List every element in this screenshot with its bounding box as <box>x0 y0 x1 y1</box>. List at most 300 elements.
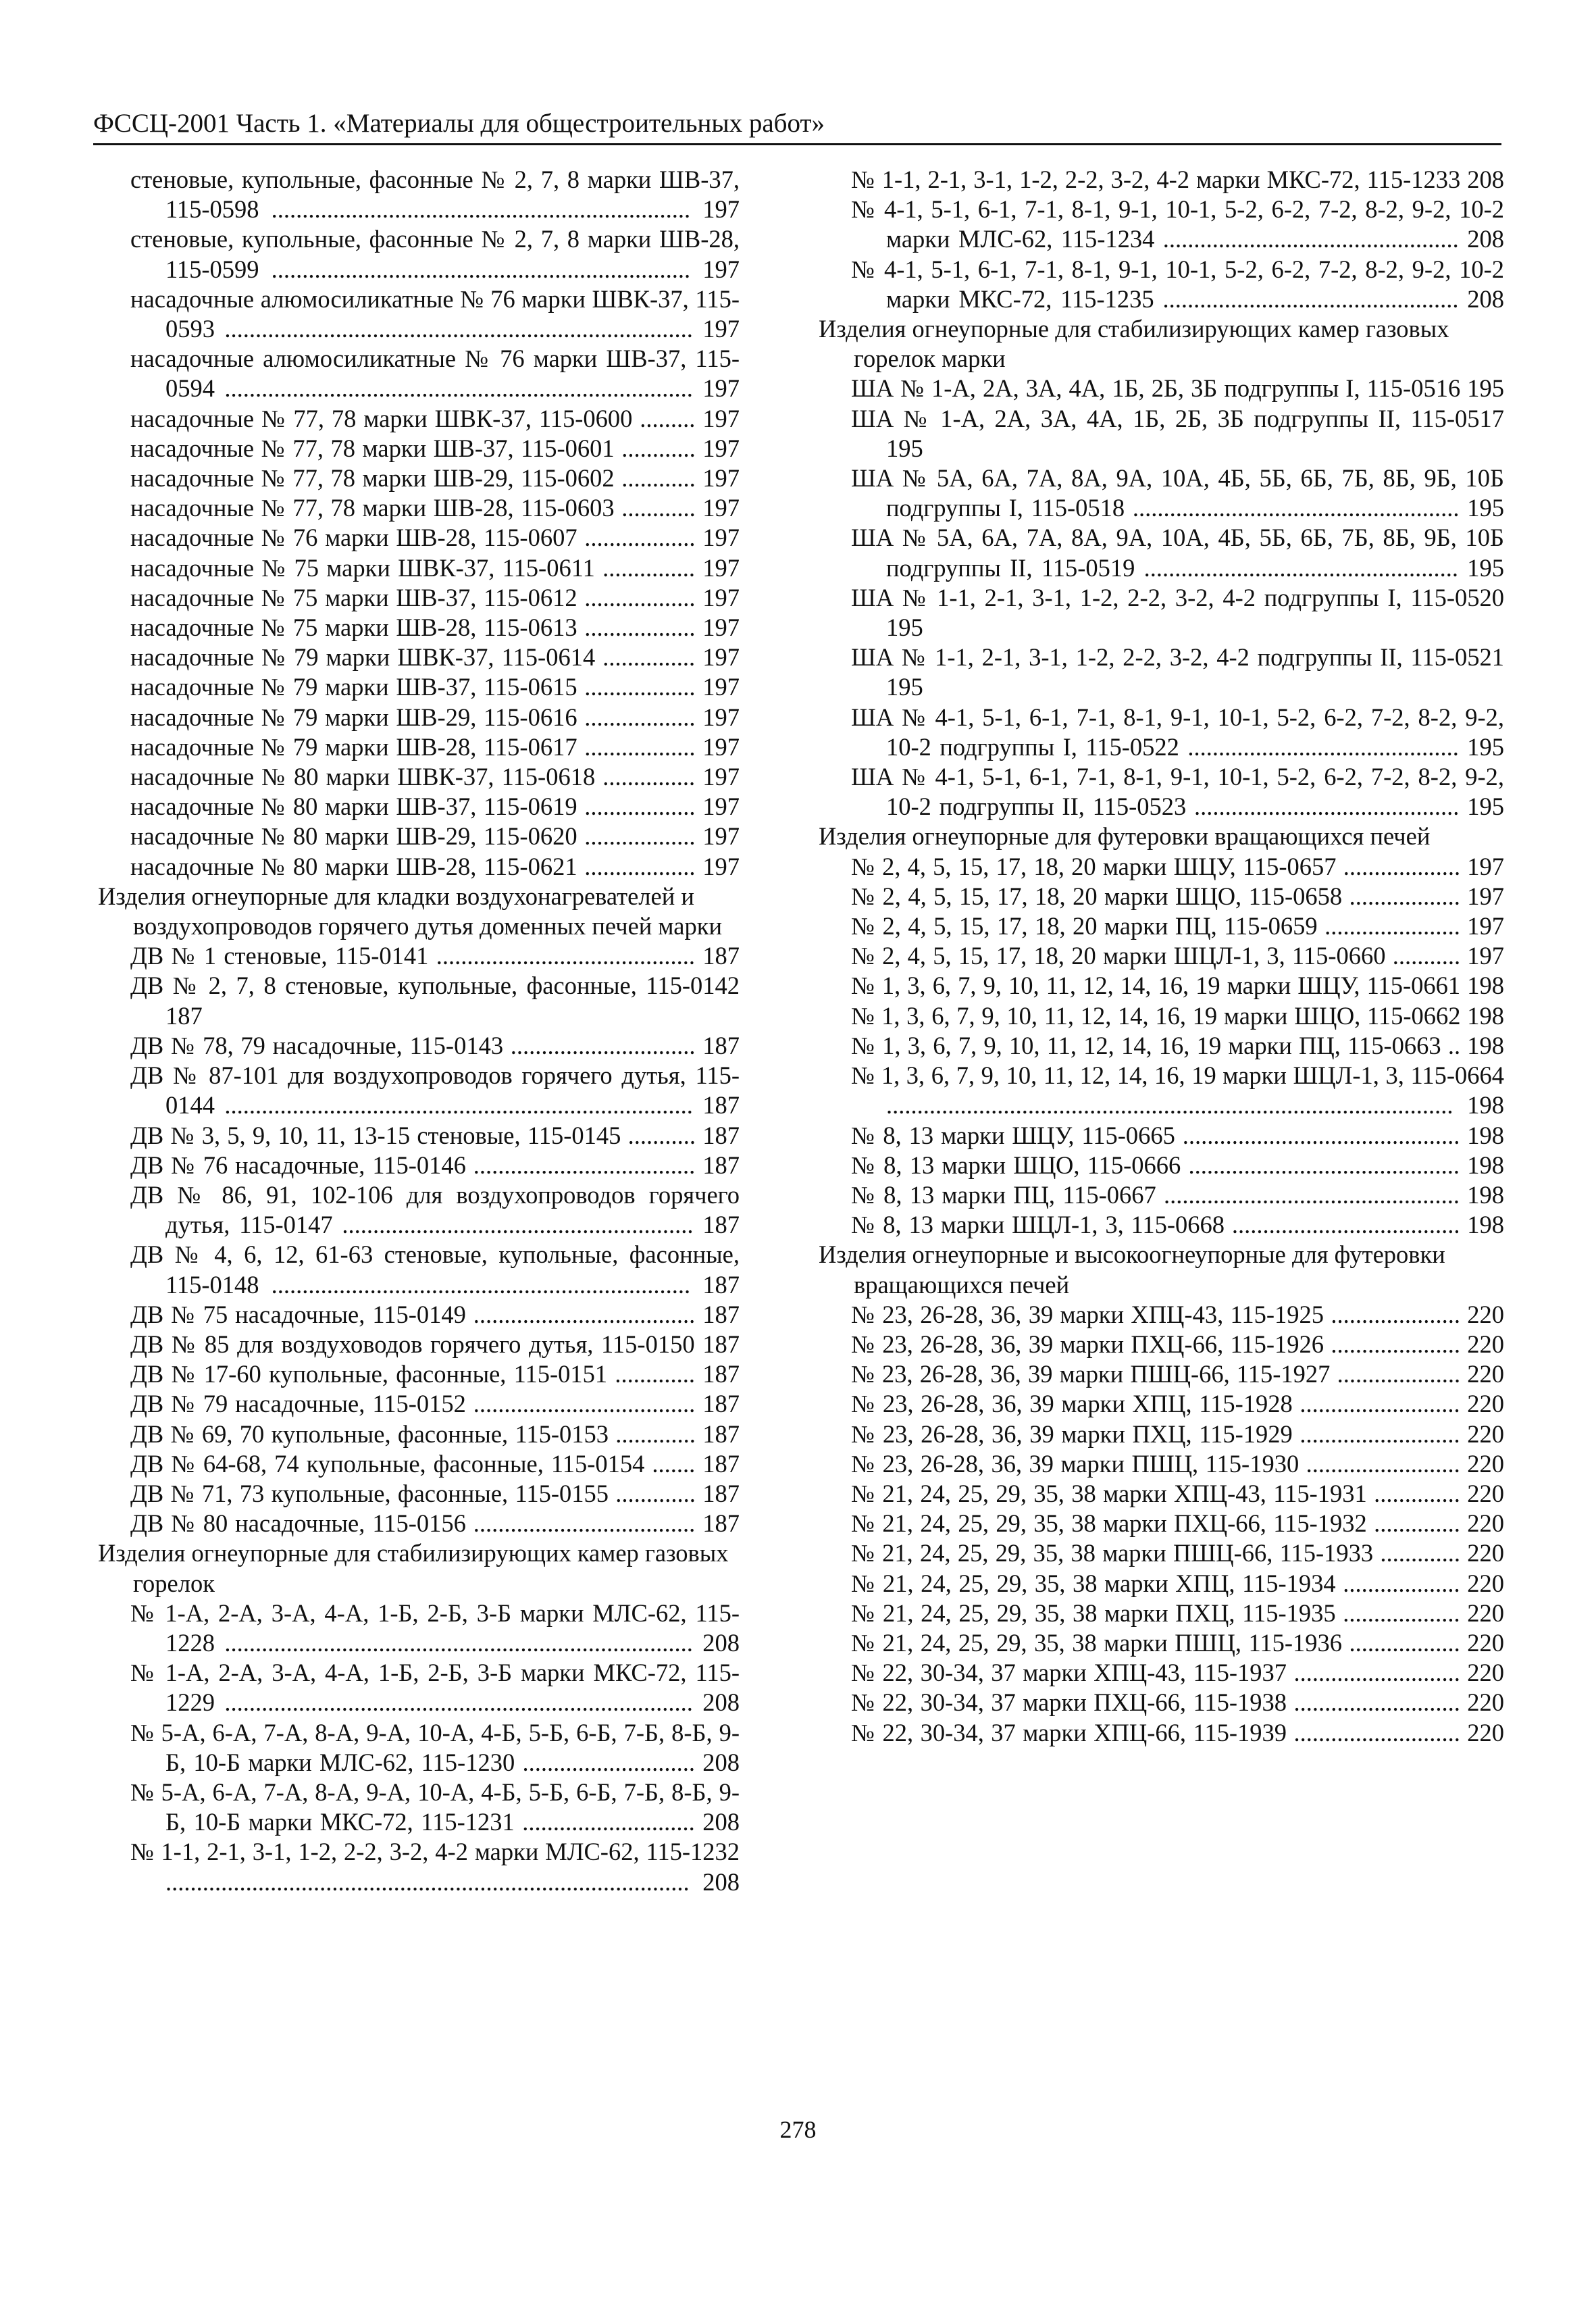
dot-leader: .................................................................... <box>259 195 703 224</box>
page-ref: 195 <box>886 434 923 462</box>
page-ref: 187 <box>702 1449 740 1478</box>
index-entry <box>819 1688 1504 1717</box>
entry-text: ША № 4-1, 5-1, 6-1, 7-1, 8-1, 9-1, 10-1, 5-2, 6-2, 7-2, 8-2, 9-2, 10-2 подгруппы I, 115-0522 <box>851 703 1504 761</box>
page-ref: 208 <box>702 1808 740 1836</box>
page-ref: 187 <box>702 1091 740 1120</box>
page-ref: 197 <box>702 524 740 552</box>
dot-leader: ............... <box>595 643 703 672</box>
index-entry <box>819 463 1504 523</box>
dot-leader: ..................................... <box>1225 1211 1468 1239</box>
entry-text: № 2, 4, 5, 15, 17, 18, 20 марки ПЦ, 115-0659 <box>851 912 1318 940</box>
dot-leader: ............................................................................ <box>215 374 703 403</box>
entry-text: насадочные № 80 марки ШВ-29, 115-0620 <box>130 822 577 851</box>
index-column-right <box>819 165 1504 1748</box>
entry-text: ДВ № 85 для воздуховодов горячего дутья, 115-0150 <box>130 1330 695 1358</box>
entry-text: ША № 1-1, 2-1, 3-1, 1-2, 2-2, 3-2, 4-2 подгруппы II, 115-0521 <box>851 643 1504 672</box>
entry-text: ДВ № 17-60 купольные, фасонные, 115-0151 <box>130 1360 608 1388</box>
index-entry <box>819 1210 1504 1240</box>
page-ref: 197 <box>702 374 740 403</box>
entry-text: насадочные № 80 марки ШВК-37, 115-0618 <box>130 763 596 791</box>
entry-text: ДВ № 71, 73 купольные, фасонные, 115-0155 <box>130 1479 609 1507</box>
page-ref: 197 <box>1467 852 1505 880</box>
entry-text: ША № 1-А, 2А, 3А, 4А, 1Б, 2Б, 3Б подгруппы II, 115-0517 <box>851 404 1504 432</box>
index-entry <box>819 1628 1504 1658</box>
page-ref: 197 <box>1467 912 1504 940</box>
dot-leader: ............... <box>595 763 703 791</box>
dot-leader: ............ <box>614 494 703 522</box>
page-ref: 187 <box>702 942 740 970</box>
index-entry <box>819 643 1504 702</box>
dot-leader: .................. <box>1342 882 1468 910</box>
entry-text: № 2, 4, 5, 15, 17, 18, 20 марки ШЦЛ-1, 3, 115-0660 <box>851 942 1386 970</box>
index-entry <box>819 1449 1504 1479</box>
page-ref: 195 <box>1467 793 1504 821</box>
index-entry <box>98 941 740 971</box>
index-entry <box>98 1419 740 1449</box>
dot-leader: ........................................... <box>1186 793 1468 821</box>
page-ref: 220 <box>1467 1330 1505 1358</box>
entry-text: № 1-1, 2-1, 3-1, 1-2, 2-2, 3-2, 4-2 марки МКС-72, 115-1233 <box>851 166 1461 193</box>
heading-text: Изделия огнеупорные для футеровки вращающихся печей <box>819 822 1431 851</box>
index-entry <box>98 1031 740 1061</box>
index-entry <box>98 1389 740 1419</box>
dot-leader <box>1460 374 1467 402</box>
page-ref: 197 <box>1467 942 1505 970</box>
page-ref: 208 <box>702 1867 740 1896</box>
page-ref: 187 <box>702 1211 740 1239</box>
index-entry <box>98 583 740 613</box>
index-entry <box>98 672 740 702</box>
entry-text: № 23, 26-28, 36, 39 марки ХПЦ, 115-1928 <box>851 1390 1293 1418</box>
entry-text: насадочные № 79 марки ШВ-29, 115-0616 <box>130 703 577 731</box>
dot-leader: .................................... <box>465 1300 703 1328</box>
index-heading <box>98 882 740 941</box>
dot-leader: ............. <box>607 1360 703 1388</box>
index-entry <box>819 1718 1504 1748</box>
entry-text: насадочные № 75 марки ШВ-28, 115-0613 <box>130 613 577 642</box>
index-entry <box>819 1001 1504 1031</box>
header-rule <box>93 143 1501 145</box>
index-entry <box>819 1121 1504 1151</box>
entry-text: ША № 1-А, 2А, 3А, 4А, 1Б, 2Б, 3Б подгруппы I, 115-0516 <box>851 374 1461 403</box>
index-entry <box>98 284 740 344</box>
page-ref: 198 <box>1467 1211 1505 1239</box>
index-entry <box>819 941 1504 971</box>
page-ref: 195 <box>886 613 923 642</box>
index-entry <box>819 1658 1504 1688</box>
dot-leader: ............................................ <box>1181 1151 1468 1179</box>
entry-text: № 1, 3, 6, 7, 9, 10, 11, 12, 14, 16, 19 марки ШЦО, 115-0662 <box>851 1001 1461 1030</box>
index-entry <box>98 1300 740 1330</box>
index-entry <box>98 1121 740 1151</box>
index-entry <box>98 463 740 493</box>
dot-leader: ............................ <box>515 1748 703 1776</box>
index-entry <box>98 1359 740 1389</box>
dot-leader: .................. <box>577 673 703 701</box>
index-entry <box>98 224 740 284</box>
dot-leader: ........................... <box>1287 1718 1468 1746</box>
entry-text: № 8, 13 марки ШЦУ, 115-0665 <box>851 1121 1175 1149</box>
index-heading <box>98 1538 740 1598</box>
heading-text: Изделия огнеупорные для стабилизирующих камер газовых горелок <box>98 1539 729 1597</box>
dot-leader: ................... <box>1336 852 1468 880</box>
index-entry <box>819 703 1504 762</box>
page-ref: 197 <box>1467 882 1505 910</box>
index-entry <box>819 1031 1504 1061</box>
index-entry <box>98 1599 740 1658</box>
index-entry <box>98 1658 740 1717</box>
entry-text: № 23, 26-28, 36, 39 марки ХПЦ-43, 115-1925 <box>851 1300 1324 1328</box>
page-ref: 220 <box>1467 1419 1504 1448</box>
page-ref: 198 <box>1467 1180 1504 1209</box>
page-ref: 198 <box>1467 1151 1504 1179</box>
entry-text: № 21, 24, 25, 29, 35, 38 марки ХПЦ, 115-1934 <box>851 1569 1336 1597</box>
dot-leader: .................................... <box>465 1151 703 1179</box>
index-entry <box>98 703 740 732</box>
index-entry <box>98 404 740 434</box>
dot-leader: ..................................................... <box>1125 494 1468 522</box>
page-ref: 197 <box>702 464 740 493</box>
page-ref: 198 <box>1467 1121 1504 1149</box>
index-entry <box>98 1151 740 1180</box>
index-entry <box>819 255 1504 314</box>
entry-text: № 21, 24, 25, 29, 35, 38 марки ПШЦ-66, 115-1933 <box>851 1539 1374 1567</box>
page-ref: 197 <box>702 404 740 432</box>
entry-text: ДВ № 1 стеновые, 115-0141 <box>130 942 429 970</box>
entry-text: ША № 4-1, 5-1, 6-1, 7-1, 8-1, 9-1, 10-1, 5-2, 6-2, 7-2, 8-2, 9-2, 10-2 подгруппы II, 115-0523 <box>851 763 1504 821</box>
entry-text: насадочные № 77, 78 марки ШВК-37, 115-0600 <box>130 404 633 432</box>
page-ref: 195 <box>1467 732 1505 761</box>
index-entry <box>98 613 740 643</box>
entry-text: № 5-А, 6-А, 7-А, 8-А, 9-А, 10-А, 4-Б, 5-Б, 6-Б, 7-Б, 8-Б, 9-Б, 10-Б марки МЛС-62, 115-1230 <box>130 1718 740 1776</box>
dot-leader: ................................................... <box>1135 553 1468 582</box>
index-heading <box>819 314 1504 374</box>
index-entry <box>819 971 1504 1001</box>
page-ref: 197 <box>702 643 740 672</box>
dot-leader: .................. <box>577 613 703 642</box>
index-entry <box>819 1389 1504 1419</box>
entry-text: ДВ № 64-68, 74 купольные, фасонные, 115-0154 <box>130 1449 645 1478</box>
entry-text: № 1, 3, 6, 7, 9, 10, 11, 12, 14, 16, 19 марки ПЦ, 115-0663 <box>851 1031 1441 1059</box>
running-header: ФССЦ-2001 Часть 1. «Материалы для общестроительных работ» <box>93 109 825 138</box>
dot-leader: .................. <box>577 852 703 880</box>
dot-leader: .................. <box>577 822 703 851</box>
dot-leader: .................................... <box>465 1509 703 1538</box>
dot-leader: .............................. <box>503 1031 703 1059</box>
page-ref: 187 <box>702 1509 740 1538</box>
index-entry <box>819 1151 1504 1180</box>
index-entry <box>98 523 740 553</box>
dot-leader: .. <box>1441 1031 1468 1059</box>
dot-leader: ............................................................................ <box>215 1628 703 1657</box>
entry-text: стеновые, купольные, фасонные № 2, 7, 8 марки ШВ-28, 115-0599 <box>130 225 740 283</box>
entry-text: насадочные № 77, 78 марки ШВ-37, 115-0601 <box>130 434 615 462</box>
dot-leader: ......................................................... <box>332 1211 703 1239</box>
index-entry <box>98 1449 740 1479</box>
page-ref: 197 <box>702 732 740 761</box>
index-entry <box>819 1538 1504 1568</box>
dot-leader: ............................................ <box>1179 732 1468 761</box>
page-ref: 220 <box>1467 1628 1504 1657</box>
entry-text: № 21, 24, 25, 29, 35, 38 марки ПШЦ, 115-1936 <box>851 1628 1343 1657</box>
dot-leader: .................................... <box>465 1390 703 1418</box>
entry-text: № 21, 24, 25, 29, 35, 38 марки ПХЦ-66, 115-1932 <box>851 1509 1367 1538</box>
page-ref: 187 <box>702 1270 740 1299</box>
entry-text: № 1, 3, 6, 7, 9, 10, 11, 12, 14, 16, 19 марки ШЦУ, 115-0661 <box>851 972 1461 1000</box>
index-entry <box>98 553 740 583</box>
entry-text: ДВ № 4, 6, 12, 61-63 стеновые, купольные, фасонные, 115-0148 <box>130 1240 740 1299</box>
dot-leader <box>1461 1002 1468 1030</box>
dot-leader: .................... <box>1330 1360 1468 1388</box>
page-ref: 220 <box>1467 1300 1505 1328</box>
page-ref: 197 <box>702 494 740 522</box>
page-ref: 220 <box>1467 1479 1504 1507</box>
entry-text: насадочные № 80 марки ШВ-37, 115-0619 <box>130 793 577 821</box>
page-ref: 208 <box>1467 284 1504 313</box>
page-ref: 198 <box>1467 1001 1504 1030</box>
index-entry <box>98 1330 740 1359</box>
dot-leader: ......................... <box>1299 1449 1468 1478</box>
dot-leader: .............. <box>1366 1479 1468 1507</box>
page-ref: 198 <box>1467 1031 1504 1059</box>
index-entry <box>98 732 740 762</box>
index-entry <box>98 1837 740 1896</box>
page-ref: 187 <box>702 1031 740 1059</box>
index-entry <box>98 762 740 792</box>
index-entry <box>819 404 1504 463</box>
index-entry <box>98 971 740 1030</box>
entry-text: стеновые, купольные, фасонные № 2, 7, 8 марки ШВ-37, 115-0598 <box>130 166 740 224</box>
entry-text: насадочные № 79 марки ШВ-28, 115-0617 <box>130 732 577 761</box>
page-ref: 197 <box>702 195 740 224</box>
page-ref: 220 <box>1467 1390 1504 1418</box>
dot-leader: ................................................ <box>1156 1180 1468 1209</box>
index-entry <box>819 1359 1504 1389</box>
page-ref: 208 <box>702 1628 740 1657</box>
dot-leader: ............. <box>609 1419 703 1448</box>
dot-leader: .................. <box>577 524 703 552</box>
index-entry <box>98 822 740 851</box>
dot-leader: ............. <box>1373 1539 1468 1567</box>
entry-text: ДВ № 86, 91, 102-106 для воздухопроводов горячего дутья, 115-0147 <box>130 1180 740 1239</box>
page-number: 278 <box>779 2116 817 2143</box>
entry-text: ДВ № 76 насадочные, 115-0146 <box>130 1151 466 1179</box>
page-ref: 197 <box>702 434 740 462</box>
entry-text: № 8, 13 марки ШЦЛ-1, 3, 115-0668 <box>851 1211 1225 1239</box>
dot-leader: ....... <box>644 1449 703 1478</box>
index-entry <box>819 165 1504 195</box>
page-ref: 220 <box>1467 1360 1505 1388</box>
entry-text: № 21, 24, 25, 29, 35, 38 марки ХПЦ-43, 115-1931 <box>851 1479 1367 1507</box>
page-ref: 197 <box>702 852 740 880</box>
heading-text: Изделия огнеупорные для кладки воздухонагревателей и воздухопроводов горячего дутья доменных печей марки <box>98 882 722 940</box>
page-ref: 220 <box>1467 1569 1504 1597</box>
page-ref: 197 <box>702 315 740 343</box>
entry-text: насадочные № 80 марки ШВ-28, 115-0621 <box>130 852 577 880</box>
dot-leader: .......................... <box>1292 1390 1468 1418</box>
page-ref: 220 <box>1467 1718 1504 1746</box>
entry-text: № 22, 30-34, 37 марки ХПЦ-66, 115-1939 <box>851 1718 1287 1746</box>
index-entry <box>819 762 1504 822</box>
heading-text: Изделия огнеупорные для стабилизирующих камер газовых горелок марки <box>819 315 1449 373</box>
entry-text: № 1-1, 2-1, 3-1, 1-2, 2-2, 3-2, 4-2 марки МЛС-62, 115-1232 <box>130 1838 740 1866</box>
entry-text: ША № 5А, 6А, 7А, 8А, 9А, 10А, 4Б, 5Б, 6Б, 7Б, 8Б, 9Б, 10Б подгруппы II, 115-0519 <box>851 524 1504 582</box>
page-ref: 187 <box>702 1360 740 1388</box>
page-ref: 198 <box>1467 1091 1504 1120</box>
entry-text: насадочные № 76 марки ШВ-28, 115-0607 <box>130 524 577 552</box>
entry-text: № 1, 3, 6, 7, 9, 10, 11, 12, 14, 16, 19 марки ШЦЛ-1, 3, 115-0664 <box>851 1061 1504 1090</box>
index-entry <box>98 1240 740 1299</box>
index-entry <box>98 434 740 463</box>
dot-leader: .................. <box>577 703 703 731</box>
dot-leader: ............................................................................ <box>215 315 703 343</box>
index-entry <box>98 493 740 523</box>
entry-text: № 2, 4, 5, 15, 17, 18, 20 марки ШЦУ, 115-0657 <box>851 852 1337 880</box>
entry-text: ДВ № 3, 5, 9, 10, 11, 13-15 стеновые, 115-0145 <box>130 1121 621 1149</box>
entry-text: насадочные № 77, 78 марки ШВ-28, 115-0603 <box>130 494 615 522</box>
entry-text: ДВ № 78, 79 насадочные, 115-0143 <box>130 1031 504 1059</box>
dot-leader: ..................................................................................... <box>165 1867 703 1896</box>
dot-leader: ............................................................................................ <box>886 1091 1468 1120</box>
entry-text: ДВ № 79 насадочные, 115-0152 <box>130 1390 466 1418</box>
page-ref: 187 <box>702 1479 740 1507</box>
page-ref: 208 <box>1467 166 1505 193</box>
index-entry <box>98 344 740 403</box>
entry-text: ДВ № 2, 7, 8 стеновые, купольные, фасонные, 115-0142 <box>130 972 740 1000</box>
index-entry <box>819 374 1504 403</box>
index-entry <box>819 583 1504 643</box>
dot-leader: ............... <box>594 553 703 582</box>
dot-leader: .................. <box>577 583 703 611</box>
dot-leader: ................... <box>1335 1569 1468 1597</box>
index-entry <box>98 852 740 882</box>
dot-leader: ........... <box>621 1121 703 1149</box>
dot-leader: ........................... <box>1287 1659 1468 1687</box>
index-entry <box>98 1061 740 1120</box>
entry-text: насадочные алюмосиликатные № 76 марки ШВК-37, 115-0593 <box>130 284 740 343</box>
page-ref: 220 <box>1467 1449 1504 1478</box>
entry-text: № 23, 26-28, 36, 39 марки ПШЦ-66, 115-1927 <box>851 1360 1331 1388</box>
page-ref: 220 <box>1467 1659 1504 1687</box>
entry-text: № 2, 4, 5, 15, 17, 18, 20 марки ШЦО, 115-0658 <box>851 882 1343 910</box>
page-ref: 195 <box>1467 374 1505 403</box>
index-entry <box>819 852 1504 882</box>
index-entry <box>98 1778 740 1837</box>
page-ref: 197 <box>702 583 740 611</box>
index-entry <box>98 165 740 224</box>
dot-leader: ........................... <box>1287 1688 1468 1717</box>
index-entry <box>98 1479 740 1509</box>
dot-leader: .................................................................... <box>259 255 703 283</box>
dot-leader: ..................... <box>1324 1330 1468 1358</box>
entry-text: ДВ № 87-101 для воздухопроводов горячего дутья, 115-0144 <box>130 1061 740 1120</box>
dot-leader <box>1460 972 1467 999</box>
dot-leader: ............................................................................ <box>215 1688 703 1717</box>
dot-leader: .................. <box>1342 1628 1468 1657</box>
dot-leader: ......... <box>632 404 703 432</box>
index-entry <box>819 1479 1504 1509</box>
index-entry <box>819 882 1504 911</box>
entry-text: № 22, 30-34, 37 марки ПХЦ-66, 115-1938 <box>851 1688 1287 1717</box>
page-ref: 197 <box>702 673 740 701</box>
dot-leader: .............. <box>1366 1509 1468 1538</box>
entry-text: № 21, 24, 25, 29, 35, 38 марки ПХЦ, 115-1935 <box>851 1599 1336 1627</box>
entry-text: ДВ № 69, 70 купольные, фасонные, 115-0153 <box>130 1419 609 1448</box>
index-entry <box>819 911 1504 941</box>
index-heading <box>819 1240 1504 1299</box>
index-entry <box>819 1300 1504 1330</box>
page-ref: 187 <box>702 1121 740 1149</box>
page-ref: 195 <box>886 673 923 701</box>
index-entry <box>98 1718 740 1778</box>
page-ref: 197 <box>702 255 740 283</box>
page-ref: 187 <box>702 1300 740 1328</box>
entry-text: № 4-1, 5-1, 6-1, 7-1, 8-1, 9-1, 10-1, 5-2, 6-2, 7-2, 8-2, 9-2, 10-2 марки МКС-72, 115-1235 <box>851 255 1504 313</box>
page-ref: 195 <box>1467 494 1504 522</box>
index-heading <box>819 822 1504 851</box>
page-ref: 198 <box>1467 972 1505 1000</box>
page-ref: 197 <box>702 763 740 791</box>
page-ref: 187 <box>702 1151 740 1179</box>
page-ref: 197 <box>702 703 740 731</box>
index-entry <box>98 792 740 822</box>
entry-text: насадочные № 75 марки ШВ-37, 115-0612 <box>130 583 577 611</box>
entry-text: насадочные алюмосиликатные № 76 марки ШВ-37, 115-0594 <box>130 345 740 403</box>
entry-text: ДВ № 80 насадочные, 115-0156 <box>130 1509 466 1538</box>
page-ref: 197 <box>702 793 740 821</box>
index-entry <box>819 1419 1504 1449</box>
page-ref: 187 <box>702 1419 740 1448</box>
index-entry <box>819 1599 1504 1628</box>
page-ref: 208 <box>702 1688 740 1717</box>
entry-text: № 8, 13 марки ШЦО, 115-0666 <box>851 1151 1181 1179</box>
entry-text: № 23, 26-28, 36, 39 марки ПШЦ, 115-1930 <box>851 1449 1299 1478</box>
entry-text: № 22, 30-34, 37 марки ХПЦ-43, 115-1937 <box>851 1659 1287 1687</box>
page-ref: 208 <box>1467 225 1505 253</box>
entry-text: насадочные № 79 марки ШВ-37, 115-0615 <box>130 673 577 701</box>
dot-leader: ............................................. <box>1175 1121 1468 1149</box>
entry-text: № 1-А, 2-А, 3-А, 4-А, 1-Б, 2-Б, 3-Б марки МЛС-62, 115-1228 <box>130 1599 740 1657</box>
index-column-left <box>98 165 740 1897</box>
entry-text: насадочные № 79 марки ШВК-37, 115-0614 <box>130 643 596 672</box>
entry-text: № 1-А, 2-А, 3-А, 4-А, 1-Б, 2-Б, 3-Б марки МКС-72, 115-1229 <box>130 1659 740 1717</box>
heading-text: Изделия огнеупорные и высокоогнеупорные для футеровки вращающихся печей <box>819 1240 1445 1299</box>
dot-leader: ...................... <box>1317 912 1468 940</box>
page-ref: 187 <box>702 1330 740 1358</box>
page-ref: 197 <box>702 822 740 851</box>
dot-leader <box>695 1330 703 1358</box>
page-ref: 187 <box>165 1001 203 1030</box>
entry-text: № 23, 26-28, 36, 39 марки ПХЦ, 115-1929 <box>851 1419 1293 1448</box>
index-entry <box>98 1180 740 1240</box>
dot-leader: ........... <box>1385 942 1468 970</box>
entry-text: ША № 1-1, 2-1, 3-1, 1-2, 2-2, 3-2, 4-2 подгруппы I, 115-0520 <box>851 583 1504 611</box>
dot-leader: ............ <box>614 434 703 462</box>
page-ref: 197 <box>702 553 740 582</box>
dot-leader: ............................ <box>514 1808 703 1836</box>
index-entry <box>819 523 1504 582</box>
dot-leader: ............ <box>614 464 703 493</box>
page-ref: 220 <box>1467 1688 1504 1717</box>
page-ref: 195 <box>1467 553 1504 582</box>
page-ref: 208 <box>702 1748 740 1776</box>
dot-leader: .................. <box>577 732 703 761</box>
index-entry <box>819 1569 1504 1599</box>
entry-text: ДВ № 75 насадочные, 115-0149 <box>130 1300 466 1328</box>
index-entry <box>819 195 1504 254</box>
entry-text: № 8, 13 марки ПЦ, 115-0667 <box>851 1180 1156 1209</box>
dot-leader: ..................... <box>1324 1300 1468 1328</box>
